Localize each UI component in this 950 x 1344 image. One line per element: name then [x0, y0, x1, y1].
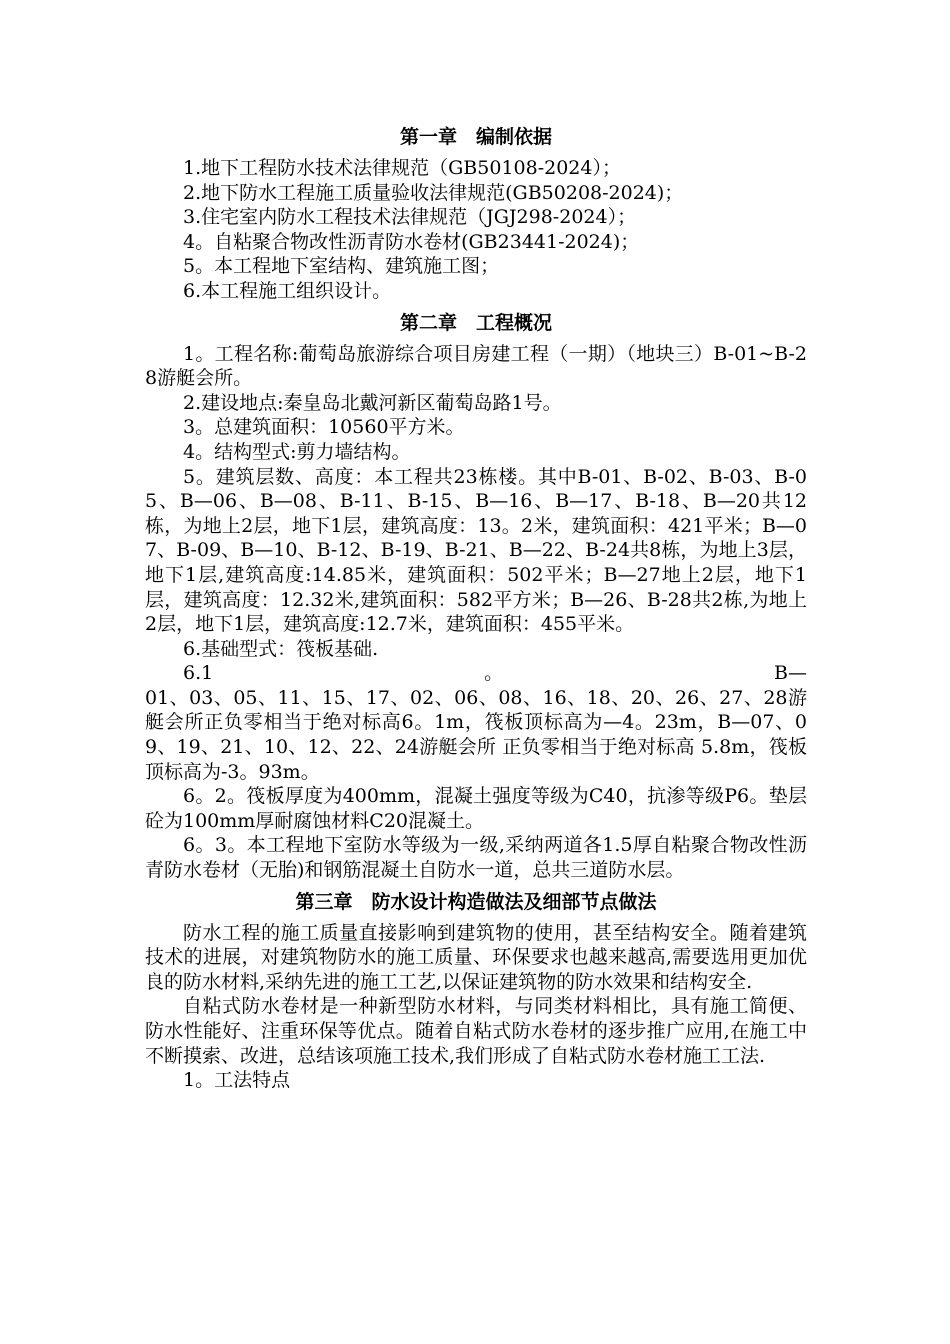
- basis-item: 5。本工程地下室结构、建筑施工图；: [183, 255, 500, 278]
- intro-paragraph: 防水工程的施工质量直接影响到建筑物的使用，甚至结构安全。随着建筑技术的进展，对建筑物防水的施工质量、环保要求也越来越高,需要选用更加优良的防水材料,采纳先进的施工工艺,以保证建筑物的防水效果和结构安全.: [145, 921, 807, 993]
- waterproof-grade-paragraph: 6。3。本工程地下室防水等级为一级,采纳两道各1.5厚自粘聚合物改性沥青防水卷材（无胎)和钢筋混凝土自防水一道，总共三道防水层。: [145, 834, 807, 882]
- project-name-paragraph: 1。工程名称:葡萄岛旅游综合项目房建工程（一期）（地块三）B-01~B-28游艇会所。: [145, 342, 807, 390]
- elevation-paragraph-first-line: [145, 661, 807, 686]
- elevation-building-prefix: B—: [774, 662, 807, 685]
- basis-item: 1.地下工程防水技术法律规范（GB50108-2024）；: [183, 157, 621, 179]
- project-location-paragraph: 2.建设地点:秦皇岛北戴河新区葡萄岛路1号。: [183, 391, 562, 414]
- total-area-paragraph: 3。总建筑面积：10560平方米。: [183, 416, 465, 439]
- floors-height-paragraph: 5。建筑层数、高度：本工程共23栋楼。其中B-01、B-02、B-03、B-05、B—06、B—08、B-11、B-15、B—16、B—17、B-18、B—20共12栋，为地上2层，地下1层，建筑高度：13。2米，建筑面积：421平米；B—07、B-09、B—10、B-12、B-19、B-21、B—22、B-24共8栋，为地上3层，地下1层,建筑高度:14.85米，建筑面积：502平米；B—27地上2层，地下1层，建筑高度：12.32米,建筑面积：582平方米；B—26、B-28共2栋,为地上2层，地下1层，建筑高度:12.7米，建筑面积：455平米。: [145, 465, 807, 636]
- basis-item: 2.地下防水工程施工质量验收法律规范(GB50208-2024)；: [183, 181, 684, 204]
- basis-item: 6.本工程施工组织设计。: [183, 279, 392, 302]
- raft-thickness-paragraph: 6。2。筏板厚度为400mm，混凝土强度等级为C40，抗渗等级P6。垫层砼为100mm厚耐腐蚀材料C20混凝土。: [145, 785, 807, 832]
- foundation-type-paragraph: 6.基础型式：筏板基础.: [183, 637, 379, 660]
- elevation-paragraph: 01、03、05、11、15、17、02、06、08、16、18、20、26、27、28游艇会所正负零相当于绝对标高6。1m，筏板顶标高为—4。23m，B—07、09、19、21、10、12、22、24游艇会所 正负零相当于绝对标高 5.8m，筏板顶标高为-3。93m。: [145, 686, 807, 783]
- structure-type-paragraph: 4。结构型式:剪力墙结构。: [183, 440, 411, 463]
- basis-item: 4。自粘聚合物改性沥青防水卷材(GB23441-2024)；: [183, 230, 640, 253]
- chapter-1-title: 第一章 编制依据: [399, 126, 552, 148]
- method-features-heading: 1。工法特点: [183, 1069, 291, 1092]
- chapter-3-title: 第三章 防水设计构造做法及细部节点做法: [295, 890, 657, 913]
- chapter-2-title: 第二章 工程概况: [399, 311, 552, 334]
- elevation-mark: 。: [484, 662, 504, 685]
- self-adhesive-paragraph: 自粘式防水卷材是一种新型防水材料，与同类材料相比，具有施工简便、防水性能好、注重环保等优点。随着自粘式防水卷材的逐步推广应用,在施工中不断摸索、改进，总结该项施工技术,我们形成了自粘式防水卷材施工工法.: [145, 995, 807, 1067]
- document-page: [145, 118, 807, 1093]
- basis-item: 3.住宅室内防水工程技术法律规范（JGJ298-2024）；: [183, 206, 637, 229]
- elevation-item-number: 6.1: [183, 662, 214, 685]
